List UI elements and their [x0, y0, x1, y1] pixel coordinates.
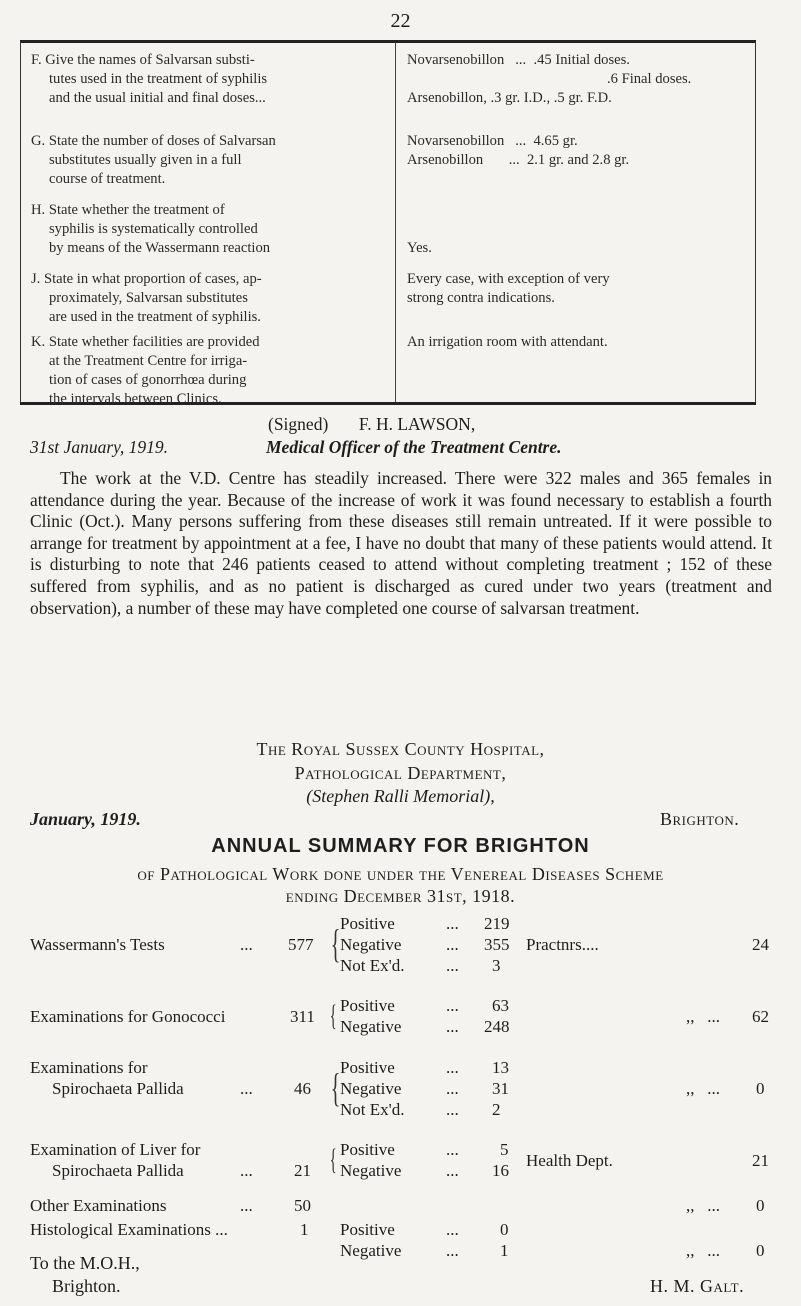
question-line: proximately, Salvarsan substitutes	[49, 290, 248, 306]
brace: {	[330, 1065, 341, 1110]
signature-date	[30, 437, 168, 458]
result-count: 31	[492, 1079, 509, 1098]
result-count: 355	[484, 935, 510, 954]
result-count: 63	[492, 996, 509, 1015]
result-dots: ...	[446, 1140, 459, 1159]
row-label-2: Spirochaeta Pallida	[52, 1079, 184, 1098]
addressee-place: Brighton.	[52, 1276, 121, 1296]
brace: {	[330, 921, 341, 966]
result-label: Negative	[340, 1079, 402, 1098]
summary-row	[0, 996, 801, 1040]
row-dots: ...	[240, 1161, 253, 1180]
summary-table	[0, 914, 801, 1260]
row-label: Other Examinations	[30, 1196, 167, 1215]
summary-row	[0, 914, 801, 978]
answer-line: An irrigation room with attendant.	[407, 334, 608, 350]
row-dots: ...	[240, 935, 253, 954]
question-line: G. State the number of doses of Salvarsan	[31, 133, 276, 149]
source-count: 0	[756, 1241, 765, 1260]
source-label: Practnrs....	[526, 935, 599, 954]
result-dots: ...	[446, 1079, 459, 1098]
result-count: 1	[500, 1241, 509, 1260]
row-label: Examination of Liver for	[30, 1140, 201, 1159]
page-number: 22	[390, 10, 411, 32]
source-label: ,, ...	[686, 1079, 720, 1098]
answer-line: strong contra indications.	[407, 290, 555, 306]
answer-line: Every case, with exception of very	[407, 271, 610, 287]
source-count: 0	[756, 1196, 765, 1215]
result-label: Negative	[340, 1161, 402, 1180]
source-label: Health Dept.	[526, 1151, 613, 1170]
result-count: 13	[492, 1058, 509, 1077]
summary-subtitle: ending December 31st, 1918.	[285, 886, 516, 906]
addressee: To the M.O.H.,	[30, 1253, 140, 1273]
source-count: 62	[752, 1007, 769, 1026]
result-label: Not Ex'd.	[340, 956, 405, 975]
row-total: 21	[294, 1161, 311, 1180]
row-total: 311	[290, 1007, 315, 1026]
result-dots: ...	[446, 996, 459, 1015]
result-label: Negative	[340, 1241, 402, 1260]
hospital-place: Brighton.	[660, 809, 740, 829]
question-line: H. State whether the treatment of	[31, 202, 225, 218]
result-count: 0	[500, 1220, 509, 1239]
row-label-2: Spirochaeta Pallida	[52, 1161, 184, 1180]
result-count: 5	[500, 1140, 509, 1159]
row-label: Examinations for	[30, 1058, 148, 1077]
answer-line: Yes.	[407, 240, 432, 256]
result-dots: ...	[446, 1058, 459, 1077]
source-count: 24	[752, 935, 769, 954]
answer-line: Novarsenobillon ... .45 Initial doses.	[407, 52, 630, 68]
row-label: Wassermann's Tests	[30, 935, 165, 954]
question-line: and the usual initial and final doses...	[49, 90, 266, 106]
question-line: by means of the Wassermann reaction	[49, 240, 271, 256]
result-dots: ...	[446, 1100, 459, 1119]
signed-line: (Signed) F. H. LAWSON,	[268, 414, 476, 434]
result-count: 16	[492, 1161, 509, 1180]
brace: {	[329, 1143, 337, 1176]
signature-date-text: 31st January, 1919.	[30, 437, 169, 457]
result-dots: ...	[446, 1220, 459, 1239]
source-count: 0	[756, 1079, 765, 1098]
result-count: 3	[492, 956, 501, 975]
answer-line: .6 Final doses.	[607, 71, 692, 87]
memorial-name: (Stephen Ralli Memorial),	[306, 786, 495, 806]
row-total: 577	[288, 935, 314, 954]
row-dots: ...	[240, 1079, 253, 1098]
row-label: Histological Examinations ...	[30, 1220, 228, 1239]
question-line: course of treatment.	[49, 171, 166, 187]
result-dots: ...	[446, 956, 459, 975]
source-count: 21	[752, 1151, 769, 1170]
result-dots: ...	[446, 1241, 459, 1260]
hospital-name: The Royal Sussex County Hospital,	[256, 739, 545, 759]
report-paragraph: The work at the V.D. Centre has steadily increased. There were 322 males and 365 females in attendance during the year. Because of the increase of work it was found necessary to establish a fourth Clinic (Oct.). Many persons suffering from these diseases still remain untreated. If it were possible to arrange for treatment by appointment at a fee, I have no doubt that many of these patients would attend. It is disturbing to note that 246 patients ceased to attend without completing treatment ; 152 of these suffered from syphilis, and as no patient is discharged as cured under two years (treatment and observation), a number of these may have completed one course of salvarsan treatment.	[30, 468, 772, 618]
result-label: Negative	[340, 935, 402, 954]
summary-row	[0, 1140, 801, 1184]
result-label: Negative	[340, 1017, 402, 1036]
source-label: ,, ...	[686, 1007, 720, 1026]
result-label: Positive	[340, 1140, 395, 1159]
result-count: 2	[492, 1100, 501, 1119]
result-dots: ...	[446, 1161, 459, 1180]
result-dots: ...	[446, 935, 459, 954]
column-divider	[395, 43, 396, 402]
questionnaire-table	[20, 40, 756, 405]
result-dots: ...	[446, 914, 459, 933]
question-line: the intervals between Clinics.	[49, 391, 222, 407]
summary-row	[0, 1196, 801, 1218]
question-line: J. State in what proportion of cases, ap-	[31, 271, 262, 287]
question-line: tion of cases of gonorrhœa during	[49, 372, 247, 388]
result-label: Positive	[340, 914, 395, 933]
row-dots: ...	[240, 1196, 253, 1215]
row-total: 46	[294, 1079, 311, 1098]
hospital-date: January, 1919.	[30, 809, 141, 829]
row-total: 50	[294, 1196, 311, 1215]
question-line: F. Give the names of Salvarsan substi-	[31, 52, 255, 68]
question-line: K. State whether facilities are provided	[31, 334, 260, 350]
question-line: are used in the treatment of syphilis.	[49, 309, 261, 325]
question-line: syphilis is systematically controlled	[49, 221, 258, 237]
source-label: ,, ...	[686, 1241, 720, 1260]
result-dots: ...	[446, 1017, 459, 1036]
brace: {	[329, 999, 337, 1032]
result-label: Positive	[340, 1220, 395, 1239]
question-line: tutes used in the treatment of syphilis	[49, 71, 268, 87]
source-label: ,, ...	[686, 1196, 720, 1215]
row-label: Examinations for Gonococci	[30, 1007, 226, 1026]
result-count: 248	[484, 1017, 510, 1036]
department-name: Pathological Department,	[294, 763, 507, 783]
result-label: Not Ex'd.	[340, 1100, 405, 1119]
summary-row	[0, 1058, 801, 1122]
answer-line: Arsenobillon, .3 gr. I.D., .5 gr. F.D.	[407, 90, 612, 106]
question-line: substitutes usually given in a full	[49, 152, 242, 168]
signature-title: Medical Officer of the Treatment Centre.	[266, 437, 562, 457]
result-label: Positive	[340, 1058, 395, 1077]
answer-line: Novarsenobillon ... 4.65 gr.	[407, 133, 578, 149]
summary-heading: ANNUAL SUMMARY FOR BRIGHTON	[211, 835, 590, 857]
result-label: Positive	[340, 996, 395, 1015]
row-total: 1	[300, 1220, 309, 1239]
signer: H. M. Galt.	[650, 1276, 745, 1296]
result-count: 219	[484, 914, 510, 933]
question-line: at the Treatment Centre for irriga-	[49, 353, 248, 369]
answer-line: Arsenobillon ... 2.1 gr. and 2.8 gr.	[407, 152, 630, 168]
summary-subtitle: of Pathological Work done under the Venereal Diseases Scheme	[137, 864, 664, 884]
